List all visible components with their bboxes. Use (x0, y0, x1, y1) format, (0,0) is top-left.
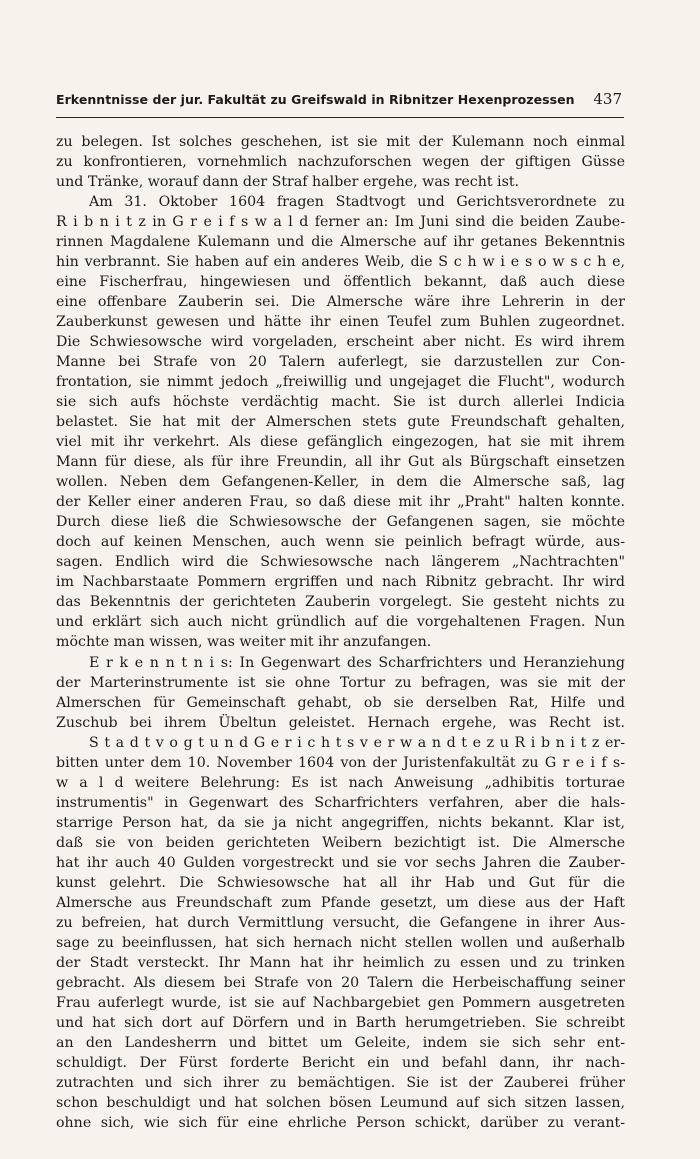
text-line: doch auf keinen Menschen, auch wenn sie peinlich befragt würde, aus- (56, 534, 625, 550)
text-line: und erklärt sich auch nicht gründlich auf die vorgehaltenen Fragen. Nun (56, 614, 625, 630)
header-rule (56, 117, 624, 118)
text-line: Am 31. Oktober 1604 fragen Stadtvogt und Gerichtsverordnete zu (89, 194, 625, 210)
text-line: Mann für diese, als für ihre Freundin, all ihr Gut als Bürgschaft einsetzen (56, 454, 625, 470)
text-line: Zuschub bei ihrem Übeltun geleistet. Hernach ergehe, was Recht ist. (56, 715, 625, 731)
text-line: wollen. Neben dem Gefangenen-Keller, in dem die Almersche saß, lag (56, 474, 625, 490)
page-number: 437 (593, 90, 622, 108)
text-line: zu befreien, hat durch Vermittlung versucht, die Gefangene in ihrer Aus- (56, 915, 625, 931)
text-line: möchte man wissen, was weiter mit ihr anzufangen. (56, 634, 432, 650)
text-line: bitten unter dem 10. November 1604 von der Juristenfakultät zu G r e i f s- (56, 755, 625, 771)
text-line: kunst gelehrt. Die Schwiesowsche hat all ihr Hab und Gut für die (56, 875, 625, 891)
text-line: sie sich aufs höchste verdächtig macht. Sie ist durch allerlei Indicia (56, 394, 625, 410)
text-line: der Keller einer anderen Frau, so daß diese mit ihr „Praht" halten konnte. (56, 494, 625, 510)
text-line: zutrachten und sich ihrer zu bemächtigen. Sie ist der Zauberei früher (56, 1075, 625, 1091)
text-line: Almerschen für Gemeinschaft gehabt, ob sie derselben Rat, Hilfe und (56, 695, 625, 711)
text-line: ohne sich, wie sich für eine ehrliche Person schickt, darüber zu verant- (56, 1115, 625, 1131)
text-line: hat ihr auch 40 Gulden vorgestreckt und sie vor sechs Jahren die Zauber- (56, 855, 625, 871)
text-line: schuldigt. Der Fürst forderte Bericht ein und befahl dann, ihr nach- (56, 1055, 625, 1071)
text-line: Manne bei Strafe von 20 Talern auferlegt, sie darzustellen zur Con- (56, 354, 625, 370)
text-line: Die Schwiesowsche wird vorgeladen, erscheint aber nicht. Es wird ihrem (56, 334, 625, 350)
text-line: Zauberkunst gewesen und hätte ihr einen Teufel zum Buhlen zugeordnet. (56, 314, 625, 330)
text-line: R i b n i t z in G r e i f s w a l d ferner an: Im Juni sind die beiden Zaube- (56, 214, 625, 230)
text-line: der Marterinstrumente ist sie ohne Tortur zu befragen, was sie mit der (56, 675, 625, 691)
text-line: instrumentis" in Gegenwart des Scharfrichters verfahren, aber die hals- (56, 795, 625, 811)
text-line: daß sie von beiden gerichteten Weibern bezichtigt ist. Die Almersche (56, 835, 625, 851)
text-line: und hat sich dort auf Dörfern und in Barth herumgetrieben. Sie schreibt (56, 1015, 625, 1031)
text-line: E r k e n n t n i s: In Gegenwart des Scharfrichters und Heranziehung (89, 655, 625, 671)
text-line: eine Fischerfrau, hingewiesen und öffentlich bekannt, daß auch diese (56, 274, 625, 290)
text-line: und Tränke, worauf dann der Straf halber ergehe, was recht ist. (56, 174, 520, 190)
text-line: starrige Person hat, da sie ja nicht angegriffen, nichts bekannt. Klar ist, (56, 815, 625, 831)
text-line: der Stadt versteckt. Ihr Mann hat ihr heimlich zu essen und zu trinken (56, 955, 625, 971)
text-line: an den Landesherrn und bittet um Geleite, indem sie sich sehr ent- (56, 1035, 625, 1051)
text-line: viel mit ihr verkehrt. Als diese gefänglich eingezogen, hat sie mit ihrem (56, 434, 625, 450)
text-line: Almersche aus Freundschaft zum Pfande gesetzt, um diese aus der Haft (56, 895, 625, 911)
text-line: belastet. Sie hat mit der Almerschen stets gute Freundschaft gehalten, (56, 414, 625, 430)
text-line: Frau auferlegt wurde, ist sie auf Nachbargebiet gen Pommern ausgetreten (56, 995, 625, 1011)
text-line: frontation, sie nimmt jedoch „freiwillig und ungejaget die Flucht", wodurch (56, 374, 625, 390)
text-line: Durch diese ließ die Schwiesowsche der Gefangenen sagen, sie möchte (56, 514, 625, 530)
text-line: im Nachbarstaate Pommern ergriffen und nach Ribnitz gebracht. Ihr wird (56, 574, 625, 590)
text-line: hin verbrannt. Sie haben auf ein anderes Weib, die S c h w i e s o w s c h e, (56, 254, 625, 270)
text-line: sage zu beeinflussen, hat sich hernach nicht stellen wollen und außerhalb (56, 935, 625, 951)
text-line: das Bekenntnis der gerichteten Zauberin vorgelegt. Sie gesteht nichts zu (56, 594, 625, 610)
text-line: w a l d weitere Belehrung: Es ist nach Anweisung „adhibitis torturae (56, 775, 625, 791)
running-title: Erkenntnisse der jur. Fakultät zu Greifswald in Ribnitzer Hexenprozessen (56, 92, 575, 107)
running-header (56, 90, 624, 112)
text-line: rinnen Magdalene Kulemann und die Almersche auf ihr getanes Bekenntnis (56, 234, 625, 250)
text-line: schon beschuldigt und hat solchen bösen Leumund auf sich sitzen lassen, (56, 1095, 625, 1111)
text-line: zu belegen. Ist solches geschehen, ist sie mit der Kulemann noch einmal (56, 134, 625, 150)
text-line: sagen. Endlich wird die Schwiesowsche nach längerem „Nachtrachten" (56, 554, 625, 570)
text-line: gebracht. Als diesem bei Strafe von 20 Talern die Herbeischaffung seiner (56, 975, 625, 991)
text-line: eine offenbare Zauberin sei. Die Almersche wäre ihre Lehrerin in der (56, 294, 625, 310)
text-line: zu konfrontieren, vornehmlich nachzuforschen wegen der giftigen Güsse (56, 154, 625, 170)
text-line: S t a d t v o g t u n d G e r i c h t s v e r w a n d t e z u R i b n i t z er- (89, 735, 625, 751)
